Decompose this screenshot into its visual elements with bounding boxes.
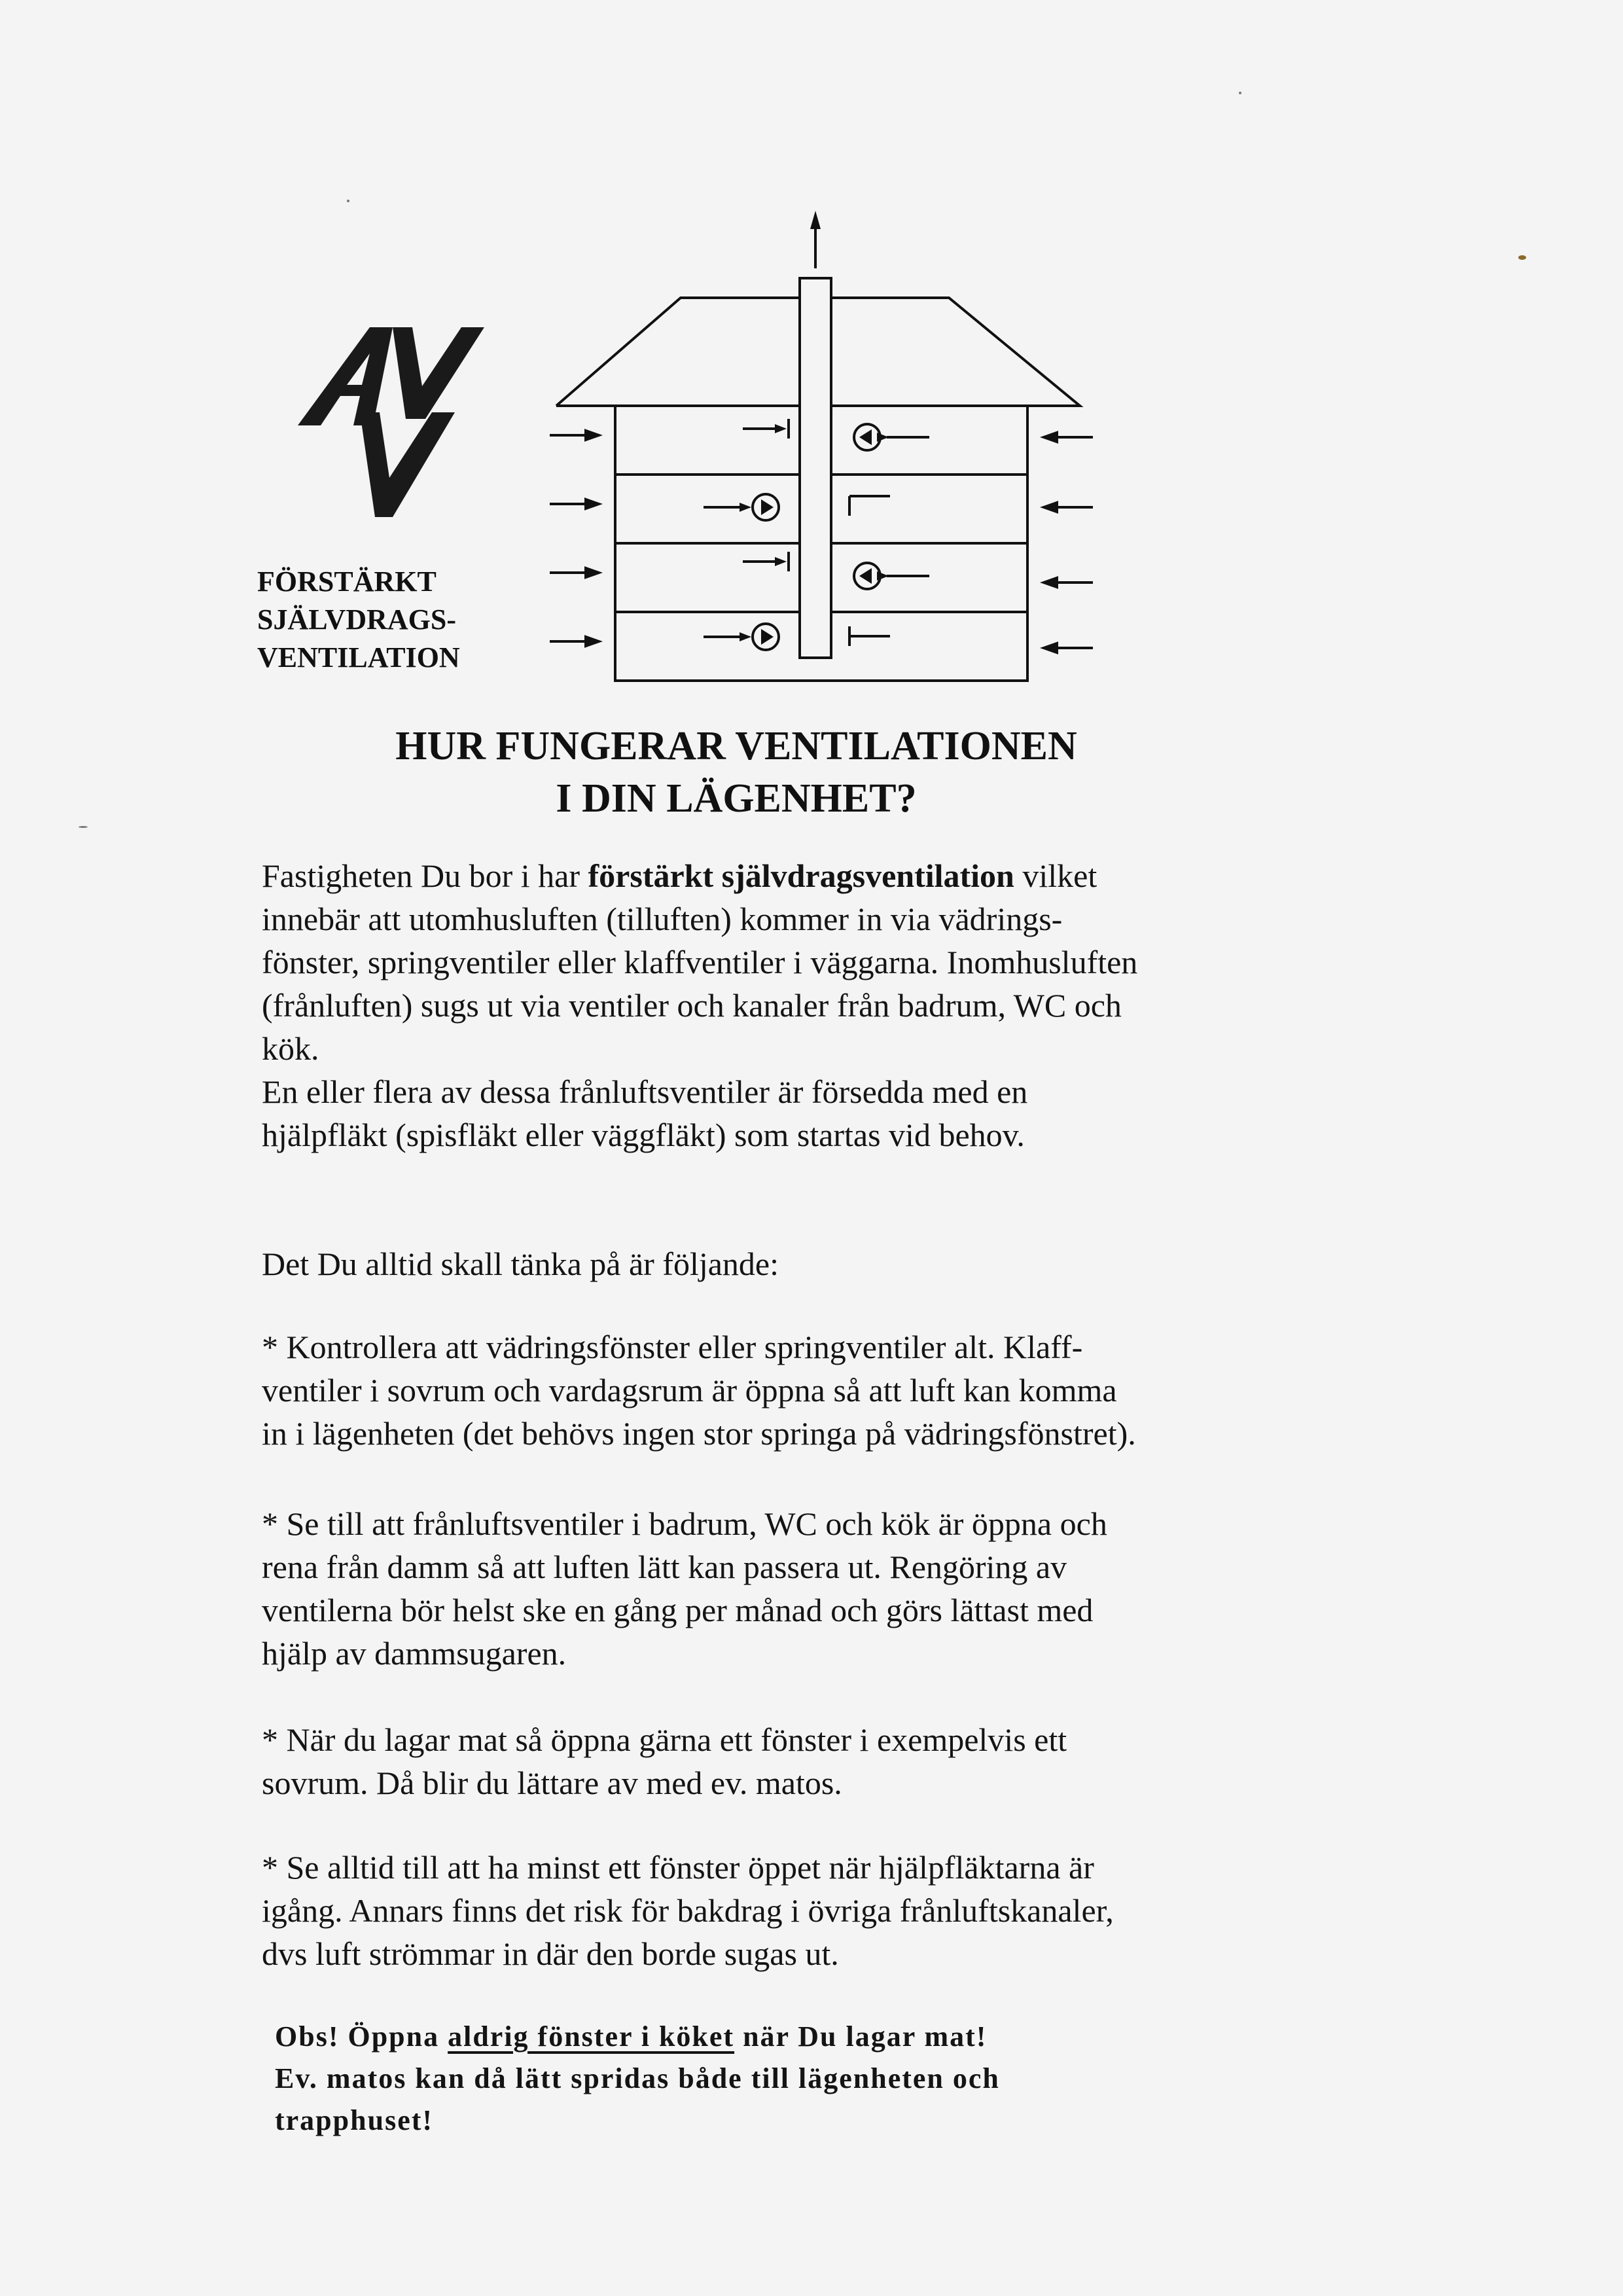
intro-text: Fastigheten Du bor i har xyxy=(262,857,588,894)
bullet-4 xyxy=(262,1846,1283,1975)
exhaust-arrow-head xyxy=(810,211,821,229)
scan-speck xyxy=(347,200,349,202)
warning-text: när Du lagar mat! xyxy=(734,2020,988,2053)
scan-speck xyxy=(1239,92,1241,94)
inflow-arrows-left xyxy=(550,431,599,646)
intro-line xyxy=(262,854,1283,897)
bullet-line: in i lägenheten (det behövs ingen stor springa på vädringsfönstret). xyxy=(262,1415,1136,1452)
think-heading xyxy=(262,1242,1283,1285)
bullet-line: ventilerna bör helst ske en gång per månad och görs lättast med xyxy=(262,1592,1094,1628)
think-text: Det Du alltid skall tänka på är följande: xyxy=(262,1246,779,1282)
intro-paragraph xyxy=(262,854,1283,1157)
intro-line: fönster, springventiler eller klaffventiler i väggarna. Inomhusluften xyxy=(262,944,1138,980)
intro-line: hjälpfläkt (spisfläkt eller väggfläkt) som startas vid behov. xyxy=(262,1117,1025,1153)
bullet-line: ventiler i sovrum och vardagsrum är öppna så att luft kan komma xyxy=(262,1372,1117,1408)
warning-line-3: trapphuset! xyxy=(275,2104,434,2136)
bullet-3 xyxy=(262,1718,1283,1804)
bullet-line: dvs luft strömmar in där den borde sugas ut. xyxy=(262,1935,839,1972)
page-title xyxy=(0,720,1472,825)
scan-speck xyxy=(79,826,88,828)
house-ventilation-diagram xyxy=(537,196,1099,694)
warning-line-1 xyxy=(275,2016,1000,2058)
bullet-line: sovrum. Då blir du lättare av med ev. matos. xyxy=(262,1765,842,1801)
logo-caption-line-1: FÖRSTÄRKT xyxy=(257,565,437,598)
bullet-line: * När du lagar mat så öppna gärna ett fönster i exempelvis ett xyxy=(262,1721,1067,1758)
logo-caption-line-2: SJÄLVDRAGS- xyxy=(257,603,457,636)
warning-line-2: Ev. matos kan då lätt spridas både till lägenheten och xyxy=(275,2062,1000,2094)
scan-speck xyxy=(1518,255,1526,260)
bullet-2 xyxy=(262,1502,1283,1675)
warning-note xyxy=(275,2016,1000,2142)
bullet-line: * Se till att frånluftsventiler i badrum, WC och kök är öppna och xyxy=(262,1505,1107,1542)
title-line-1: HUR FUNGERAR VENTILATIONEN xyxy=(395,724,1077,768)
intro-text: vilket xyxy=(1014,857,1097,894)
bullet-line: rena från damm så att luften lätt kan passera ut. Rengöring av xyxy=(262,1549,1067,1585)
warning-emphasis: aldrig fönster i köket xyxy=(448,2020,735,2053)
intro-line: innebär att utomhusluften (tilluften) kommer in via vädrings- xyxy=(262,901,1063,937)
intro-line: kök. xyxy=(262,1030,319,1067)
warning-text: Obs! Öppna xyxy=(275,2020,448,2053)
avv-logo xyxy=(298,314,501,530)
logo-caption xyxy=(257,563,460,677)
logo-caption-line-3: VENTILATION xyxy=(257,641,460,673)
bullet-line: * Kontrollera att vädringsfönster eller springventiler alt. Klaff- xyxy=(262,1329,1083,1365)
bullet-line: igång. Annars finns det risk för bakdrag i övriga frånluftskanaler, xyxy=(262,1892,1114,1929)
intro-emphasis: förstärkt självdragsventilation xyxy=(588,857,1014,894)
exhaust-shaft xyxy=(800,278,831,658)
bullet-line: hjälp av dammsugaren. xyxy=(262,1635,567,1672)
title-line-2: I DIN LÄGENHET? xyxy=(556,776,917,821)
bullet-1 xyxy=(262,1325,1283,1455)
intro-line: (frånluften) sugs ut via ventiler och kanaler från badrum, WC och xyxy=(262,987,1122,1024)
bullet-line: * Se alltid till att ha minst ett fönster öppet när hjälpfläktarna är xyxy=(262,1849,1094,1886)
intro-line: En eller flera av dessa frånluftsventiler är försedda med en xyxy=(262,1073,1028,1110)
inflow-arrows-right xyxy=(1044,433,1093,653)
